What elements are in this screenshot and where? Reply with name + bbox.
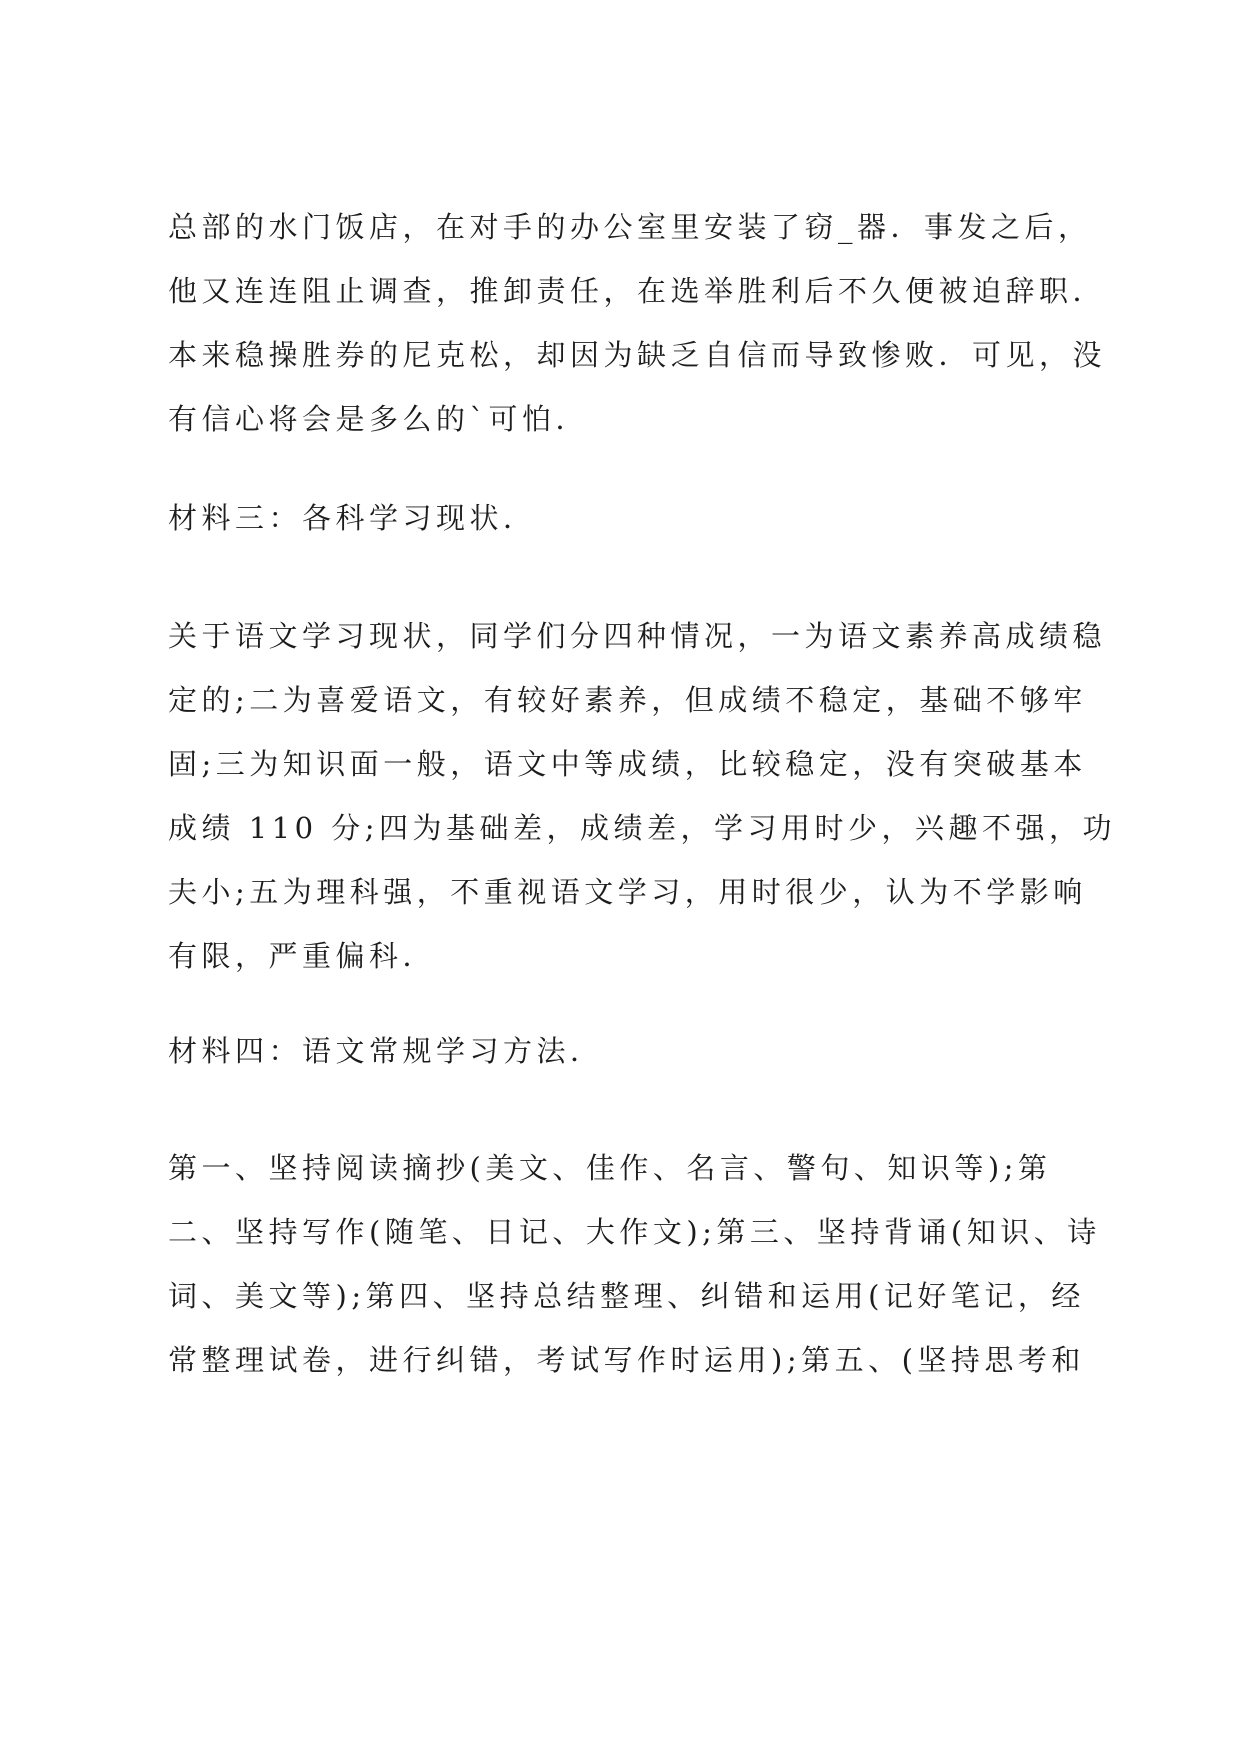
text-line: 定的;二为喜爱语文，有较好素养，但成绩不稳定，基础不够牢	[168, 683, 1087, 717]
heading-text: 材料四：语文常规学习方法．	[168, 1034, 604, 1068]
paragraph-study-methods	[168, 1136, 1101, 1392]
heading-text: 材料三：各科学习现状．	[168, 501, 537, 535]
text-line: 第一、坚持阅读摘抄(美文、佳作、名言、警句、知识等);第	[168, 1151, 1052, 1185]
section-heading-material-four	[168, 1019, 1088, 1083]
text-line: 本来稳操胜券的尼克松，却因为缺乏自信而导致惨败．可见，没	[168, 338, 1107, 372]
text-line: 成绩 110 分;四为基础差，成绩差，学习用时少，兴趣不强，功	[168, 811, 1117, 845]
text-line: 总部的水门饭店，在对手的办公室里安装了窃_器．事发之后，	[168, 210, 1092, 244]
text-line: 有限，严重偏科．	[168, 939, 437, 973]
text-line: 他又连连阻止调查，推卸责任，在选举胜利后不久便被迫辞职．	[168, 274, 1107, 308]
text-line: 有信心将会是多么的`可怕．	[168, 402, 590, 436]
text-line: 固;三为知识面一般，语文中等成绩，比较稳定，没有突破基本	[168, 747, 1087, 781]
paragraph-nixon-watergate	[168, 195, 1107, 451]
text-line: 词、美文等);第四、坚持总结整理、纠错和运用(记好笔记，经	[168, 1279, 1085, 1313]
text-line: 二、坚持写作(随笔、日记、大作文);第三、坚持背诵(知识、诗	[168, 1215, 1101, 1249]
text-line: 夫小;五为理科强，不重视语文学习，用时很少，认为不学影响	[168, 875, 1087, 909]
text-line: 常整理试卷，进行纠错，考试写作时运用);第五、(坚持思考和	[168, 1343, 1085, 1377]
text-line: 关于语文学习现状，同学们分四种情况，一为语文素养高成绩稳	[168, 619, 1107, 653]
paragraph-chinese-study-status	[168, 604, 1117, 988]
section-heading-material-three	[168, 486, 1088, 550]
